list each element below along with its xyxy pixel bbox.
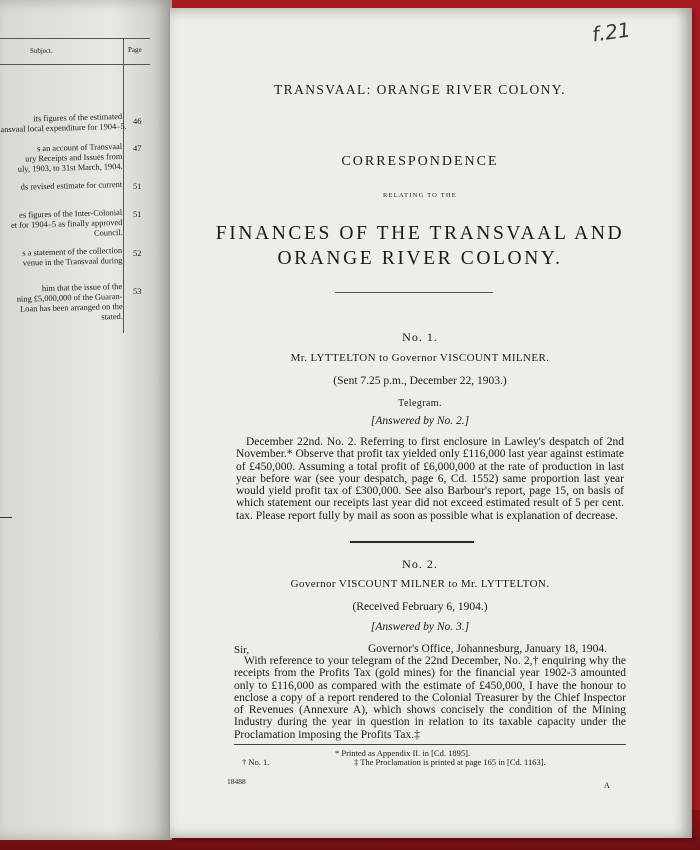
dateline: Governor's Office, Johannesburg, January 18, 1904. (368, 643, 607, 655)
answered-by-note: [Answered by No. 2.] (370, 415, 470, 427)
print-number: 18488 (227, 777, 246, 786)
section-divider (335, 292, 493, 293)
salutation: Sir, (234, 644, 250, 656)
entry-page-number: 53 (133, 286, 142, 296)
subject-heading-line-2: ORANGE RIVER COLONY. (277, 248, 563, 269)
contents-entry: s an account of Transvaal ury Receipts and Issues from uly, 1903, to 31st March, 1904. (17, 142, 123, 174)
subject-heading-line-1: FINANCES OF THE TRANSVAAL AND (215, 223, 625, 244)
subject-column-header: Subject. (30, 47, 53, 55)
correspondence-heading: CORRESPONDENCE (341, 154, 499, 169)
answered-by-note: [Answered by No. 3.] (370, 621, 470, 633)
contents-entry: its figures of the estimated ansvaal local expenditure for 1904–5. (0, 112, 127, 135)
table-rule (0, 64, 150, 65)
section-divider (350, 541, 474, 543)
received-date: (Received February 6, 1904.) (352, 601, 488, 613)
document-kind: Telegram. (398, 398, 442, 409)
footnote-dagger: † No. 1. (242, 757, 270, 767)
page-column-header: Page (128, 46, 142, 54)
entry-page-number: 46 (133, 116, 142, 126)
contents-entry: es figures of the Inter-Colonial et for 1904–5 as finally approved Council. (10, 208, 123, 238)
despatch-body: With reference to your telegram of the 22nd December, No. 2,† enquiring why the receipts from the Profits Tax (gold mines) for the financial year 1902-3 amounted only to £116,000 as compared with the estimate of £450,000, I have the honour to enclose a copy of a report rendered to the Colonial Treasurer by the Chief Inspector of Revenues (Annexure A), which shows concisely the condition of the Mining Industry during the year in question in relation to its taxable capacity under the Proclamation imposing the Profits Tax.‡ (234, 655, 626, 741)
document-address: Mr. LYTTELTON to Governor VISCOUNT MILNER. (290, 352, 550, 364)
relating-line: RELATING TO THE (383, 192, 457, 199)
entry-page-number: 52 (133, 248, 142, 258)
right-page (170, 8, 692, 838)
pencil-folio-note: f.21 (590, 17, 632, 47)
page-title: TRANSVAAL: ORANGE RIVER COLONY. (274, 82, 566, 97)
column-divider (123, 38, 124, 333)
footnote-star: * Printed as Appendix II. in [Cd. 1895]. (335, 748, 471, 758)
contents-entry: ds revised estimate for current (20, 180, 123, 192)
margin-rule (0, 517, 12, 518)
telegram-body: December 22nd. No. 2. Referring to first enclosure in Lawley's despatch of 2nd November.* Observe that profit tax yielded only £116,000 last year against estimate of £450,000. Assuming a total profit of £6,000,000 at the rate of production in last year before war (see your despatch, page 6, Cd. 1552) same proportion last year would yield profit tax of £300,000. See also Barbour's report, page 15, on basis of which statement our receipts last year did not exceed estimated result of 5 per cent. tax. Please report fully by mail as soon as possible what is explanation of decrease. (236, 436, 624, 522)
signature-mark: A (604, 781, 610, 790)
document-number: No. 2. (402, 557, 438, 571)
contents-entry: him that the issue of the ning £5,000,000 of the Guaran- Loan has been arranged on the stated. (16, 282, 124, 322)
entry-page-number: 51 (133, 209, 142, 219)
contents-entry: s a statement of the collection venue in the Transvaal during (22, 246, 123, 268)
sent-date: (Sent 7.25 p.m., December 22, 1903.) (333, 375, 507, 387)
footnote-rule (234, 744, 626, 745)
left-page (0, 0, 172, 840)
document-address: Governor VISCOUNT MILNER to Mr. LYTTELTON. (290, 578, 550, 590)
document-number: No. 1. (402, 330, 438, 344)
contents-header (0, 38, 150, 60)
entry-page-number: 51 (133, 181, 142, 191)
footnote-double-dagger: ‡ The Proclamation is printed at page 165 in [Cd. 1163]. (354, 757, 546, 767)
entry-page-number: 47 (133, 143, 142, 153)
